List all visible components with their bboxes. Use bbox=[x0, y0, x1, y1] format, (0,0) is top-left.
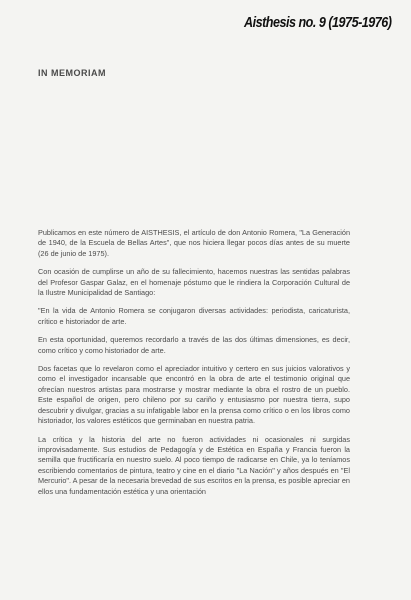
paragraph: "En la vida de Antonio Romera se conjugaron diversas actividades: periodista, caricaturista, crítico e historiador de arte. bbox=[38, 306, 350, 326]
paragraph: Con ocasión de cumplirse un año de su fallecimiento, hacemos nuestras las sentidas palabras del Profesor Gaspar Galaz, en el homenaje póstumo que le rindiera la Corporación Cultural de la Ilustre Municipalidad de Santiago: bbox=[38, 267, 350, 298]
paragraph: Dos facetas que lo revelaron como el apreciador intuitivo y certero en sus juicios valorativos y como el investigador incansable que encontró en la obra de arte el testimonio original que ofrecían nuestros artistas para mostrarse y mostrar mediante la obra el rostro de un pueblo. Este español de origen, pero chileno por su cariño y entusiasmo por nuestra tierra, supo descubrir y divulgar, gracias a su infatigable labor en la prensa como crítico o en los libros como historiador, los valores estéticos que germinaban en nuestra patria. bbox=[38, 364, 350, 426]
paragraph: En esta oportunidad, queremos recordarlo a través de las dos últimas dimensiones, es decir, como crítico y como historiador de arte. bbox=[38, 335, 350, 355]
paragraph: Publicamos en este número de AISTHESIS, el artículo de don Antonio Romera, "La Generación de 1940, de la Escuela de Bellas Artes", que nos hiciera llegar pocos días antes de su muerte (26 de junio de 1975). bbox=[38, 228, 350, 258]
paragraph: La crítica y la historia del arte no fueron actividades ni ocasionales ni surgidas improvisadamente. Sus estudios de Pedagogía y de Estética en España y Francia fueron la semilla que fructificaría en nuestro suelo. Al poco tiempo de radicarse en Chile, ya lo teníamos escribiendo comentarios de pintura, teatro y cine en el diario "La Nación" y años después en "El Mercurio". A pesar de la necesaria brevedad de sus escritos en la prensa, es posible apreciar en ellos una fundamentación estética y una orientación bbox=[38, 434, 350, 496]
article-body bbox=[38, 228, 350, 505]
journal-stamp: Aisthesis no. 9 (1975-1976) bbox=[244, 14, 392, 31]
section-heading: IN MEMORIAM bbox=[38, 68, 106, 78]
